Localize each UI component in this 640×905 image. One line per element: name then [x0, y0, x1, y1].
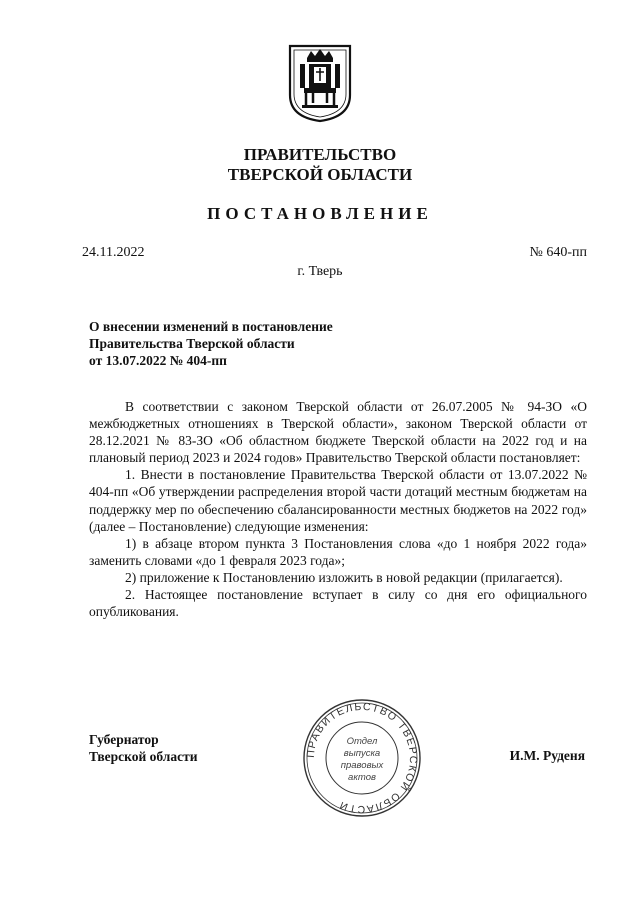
coat-of-arms-icon: [287, 43, 353, 123]
official-stamp: [301, 697, 423, 819]
stamp-line1: Отдел: [346, 736, 378, 747]
subject-line3: от 13.07.2022 № 404-пп: [89, 353, 227, 368]
body-paragraph-preamble: В соответствии с законом Тверской области от 26.07.2005 № 94-ЗО «О межбюджетных отношениях в Тверской области», законом Тверской области от 28.12.2021 № 83-ЗО «Об областном бюджете Тверской области на 2022 год и на плановый период 2023 и 2024 годов» Правительство Тверской области постановляет:: [89, 399, 587, 466]
body-paragraph-item1: 1. Внести в постановление Правительства Тверской области от 13.07.2022 № 404-пп «Об утверждении распределения второй части дотаций местным бюджетам на поддержку мер по обеспечению сбалансированности местных бюджетов на 2022 год» (далее – Постановление) следующие изменения:: [89, 467, 587, 534]
signatory-position-line2: Тверской области: [89, 749, 198, 764]
subject-line2: Правительства Тверской области: [89, 336, 295, 351]
document-date: 24.11.2022: [82, 245, 145, 260]
government-name-line2: ТВЕРСКОЙ ОБЛАСТИ: [227, 165, 413, 184]
document-body: [89, 398, 587, 620]
government-name-line1: ПРАВИТЕЛЬСТВО: [243, 145, 397, 164]
body-paragraph-subitem2: 2) приложение к Постановлению изложить в новой редакции (прилагается).: [125, 569, 563, 585]
body-paragraph-subitem1: 1) в абзаце втором пункта 3 Постановления слова «до 1 ноября 2022 года» заменить словами «до 1 февраля 2023 года»;: [89, 535, 587, 568]
stamp-ring-text: ПРАВИТЕЛЬСТВО ТВЕРСКОЙ ОБЛАСТИ: [304, 700, 420, 816]
document-number: № 640-пп: [529, 245, 587, 260]
signatory-position: [89, 731, 198, 765]
stamp-line2: выпуска: [343, 748, 381, 759]
subject-line1: О внесении изменений в постановление: [89, 319, 333, 334]
stamp-line4: актов: [348, 772, 376, 783]
body-paragraph-item2: 2. Настоящее постановление вступает в силу со дня его официального опубликования.: [89, 587, 587, 620]
document-city: г. Тверь: [297, 264, 343, 279]
stamp-line3: правовых: [340, 760, 384, 771]
signatory-position-line1: Губернатор: [89, 732, 159, 747]
document-type-title: ПОСТАНОВЛЕНИЕ: [207, 204, 433, 223]
document-subject: [89, 318, 333, 369]
signatory-name: И.М. Руденя: [509, 748, 585, 763]
